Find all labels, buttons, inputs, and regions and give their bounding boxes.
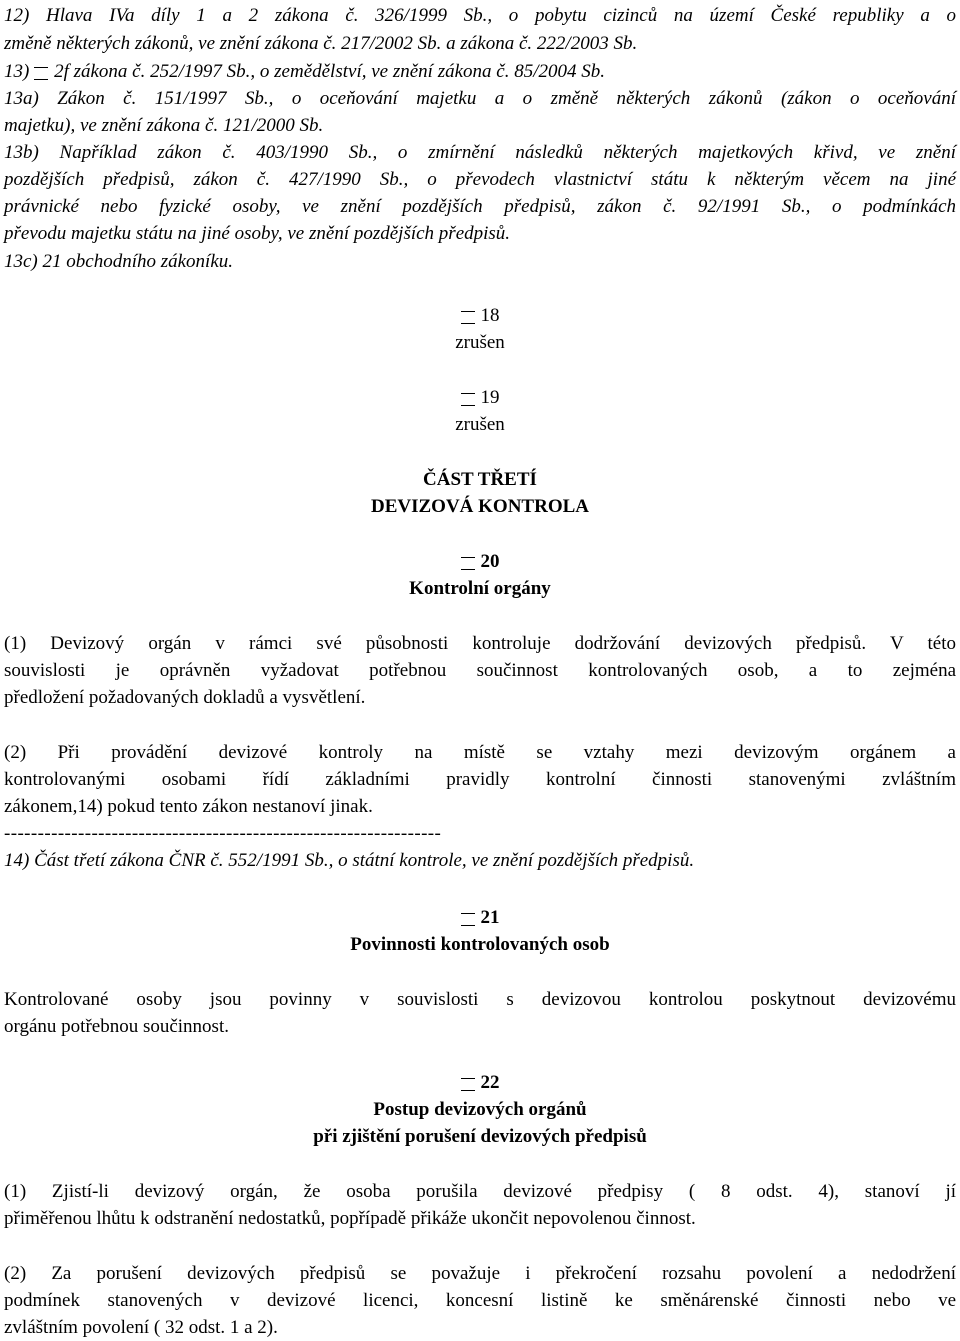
part-title: ČÁST TŘETÍ [423,469,537,490]
paragraph-line: předložení požadovaných dokladů a vysvětlení. [4,687,366,708]
footnote-line: převodu majetku státu na jiné osoby, ve znění pozdějších předpisů. [4,223,511,244]
section-18-number: 18 [480,305,500,326]
paragraph-line: (2) Při provádění devizové kontroly na místě se vztahy mezi devizovým orgánem a [4,742,956,763]
section-19-status: zrušen [455,414,505,435]
section-22-title-line2: při zjištění porušení devizových předpisů [313,1126,647,1147]
part-subtitle: DEVIZOVÁ KONTROLA [371,496,589,517]
section-sign-icon [461,393,475,406]
section-sign-icon [461,557,475,570]
paragraph-line: (1) Devizový orgán v rámci své působnosti kontroluje dodržování devizových předpisů. V této [4,633,956,654]
footnote-line: 13b) Například zákon č. 403/1990 Sb., o zmírnění následků některých majetkových křivd, ve znění [4,142,956,163]
section-sign-icon [34,67,48,80]
paragraph-line: (1) Zjistí-li devizový orgán, že osoba porušila devizové předpisy ( 8 odst. 4), stanoví jí [4,1181,956,1202]
section-22-title: Postup devizových orgánů [373,1099,587,1120]
footnote-line [4,58,956,85]
footnote-line [4,248,956,275]
section-20-title: Kontrolní orgány [409,578,551,599]
section-sign-icon [461,913,475,926]
section-sign-icon [461,1078,475,1091]
section-18-heading [0,302,960,329]
paragraph-line: podmínek stanovených v devizové licenci, koncesní listině ke směnárenské činnosti nebo ve [4,1290,956,1311]
footnote-line: právnické nebo fyzické osoby, ve znění pozdějších předpisů, zákon č. 92/1991 Sb., o podmínkách [4,196,956,217]
footnote-13c-text: 13c) 21 obchodního zákoníku. [4,251,234,272]
section-20-heading [0,548,960,575]
paragraph-line: kontrolovanými osobami řídí základními pravidly kontrolní činnosti stanovenými zvláštním [4,769,956,790]
footnote-line: pozdějších předpisů, zákon č. 427/1990 Sb., o převodech vlastnictví státu k některým věcem na jiné [4,169,956,190]
footnote-14: 14) Část třetí zákona ČNR č. 552/1991 Sb., o státní kontrole, ve znění pozdějších předpisů. [4,850,695,871]
paragraph-line: (2) Za porušení devizových předpisů se považuje i překročení rozsahu povolení a nedodržení [4,1263,956,1284]
footnote-separator: ----------------------------------------------------------------- [4,823,442,844]
paragraph-line: přiměřenou lhůtu k odstranění nedostatků, popřípadě přikáže ukončit nepovolenou činnost. [4,1208,696,1229]
footnote-13-text: 2f zákona č. 252/1997 Sb., o zemědělství, ve znění zákona č. 85/2004 Sb. [54,61,605,82]
paragraph-line: Kontrolované osoby jsou povinny v souvislosti s devizovou kontrolou poskytnout devizovému [4,989,956,1010]
footnote-line: změně některých zákonů, ve znění zákona č. 217/2002 Sb. a zákona č. 222/2003 Sb. [4,33,638,54]
section-18-status: zrušen [455,332,505,353]
paragraph-line: souvislosti je oprávněn vyžadovat potřebnou součinnost kontrolovaných osob, a to zejména [4,660,956,681]
section-19-heading [0,384,960,411]
section-21-title: Povinnosti kontrolovaných osob [350,934,610,955]
footnote-line: 12) Hlava IVa díly 1 a 2 zákona č. 326/1999 Sb., o pobytu cizinců na území České republiky a o [4,5,956,26]
section-22-heading [0,1069,960,1096]
section-21-number: 21 [480,907,500,928]
section-20-number: 20 [480,551,500,572]
section-22-number: 22 [480,1072,500,1093]
footnote-13-label: 13) [4,61,35,82]
section-21-heading [0,904,960,931]
section-sign-icon [461,311,475,324]
section-19-number: 19 [480,387,500,408]
footnote-line: 13a) Zákon č. 151/1997 Sb., o oceňování majetku a o změně některých zákonů (zákon o oceňování [4,88,956,109]
footnote-line: majetku), ve znění zákona č. 121/2000 Sb. [4,115,324,136]
paragraph-line: zvláštním povolení ( 32 odst. 1 a 2). [4,1317,278,1338]
paragraph-line: zákonem,14) pokud tento zákon nestanoví jinak. [4,796,373,817]
paragraph-line: orgánu potřebnou součinnost. [4,1016,229,1037]
